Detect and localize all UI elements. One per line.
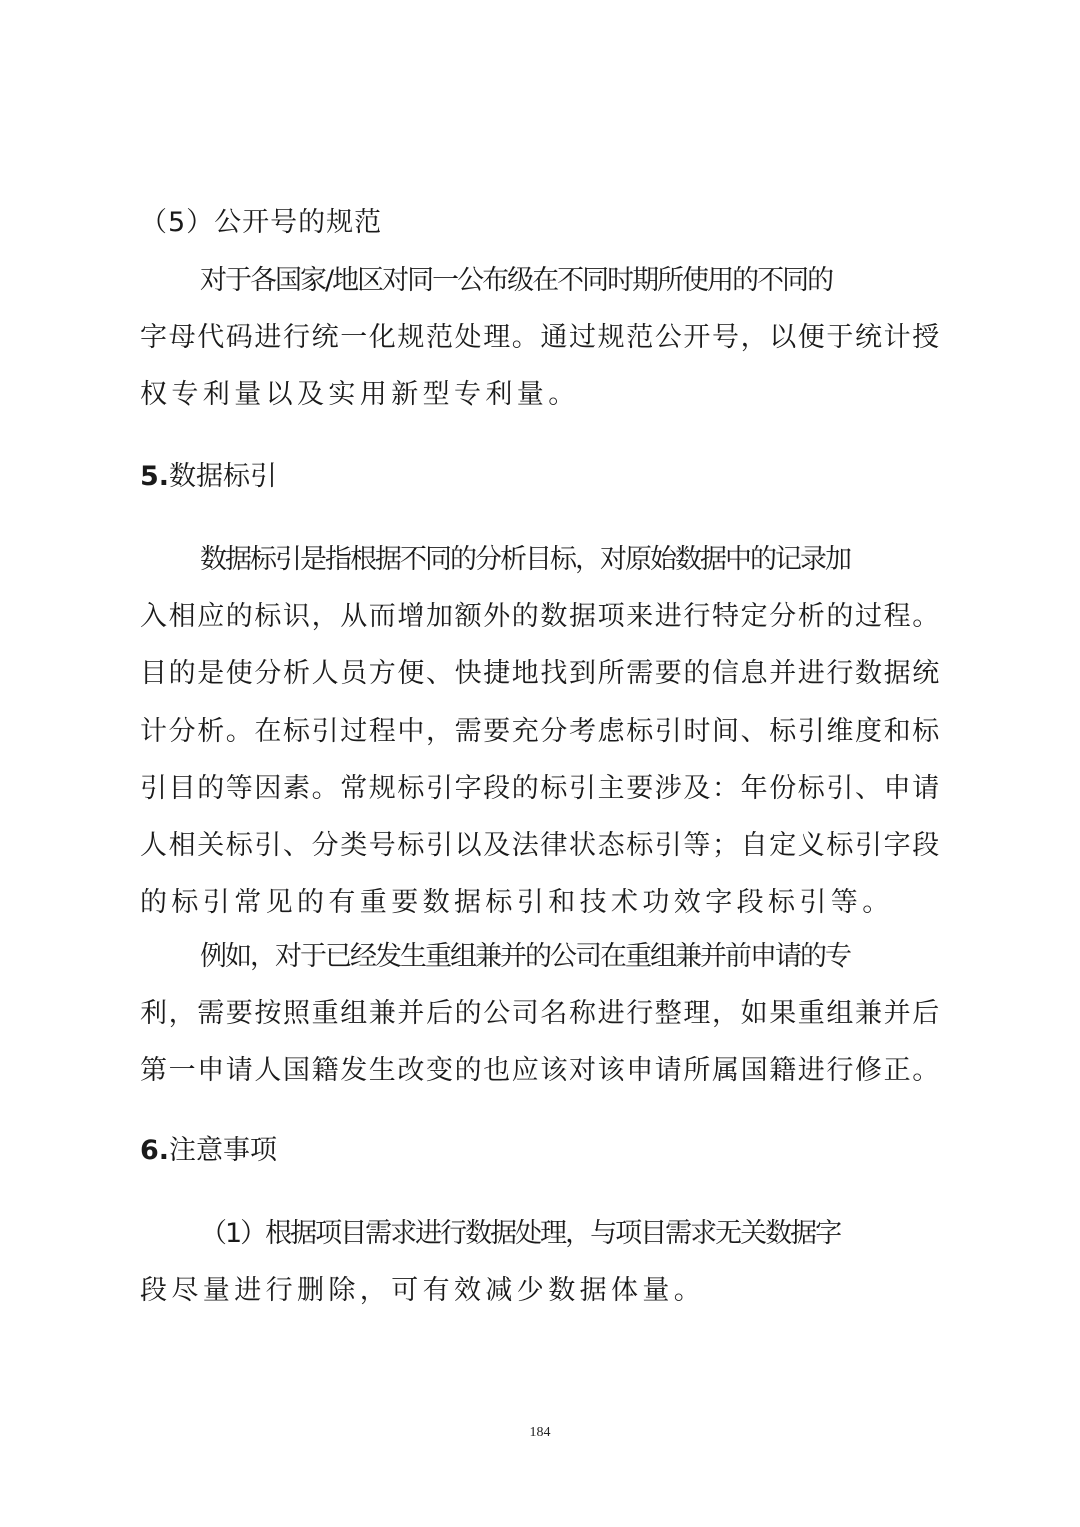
paragraph-line: 利，需要按照重组兼并后的公司名称进行整理，如果重组兼并后 [140,998,941,1030]
paragraph-note-1 [140,1205,945,1319]
paragraph-line: 目的是使分析人员方便、快捷地找到所需要的信息并进行数据统 [140,658,941,690]
paragraph-line: 权专利量以及实用新型专利量。 [140,379,580,411]
paragraph-line: 的标引常见的有重要数据标引和技术功效字段标引等。 [140,887,894,919]
section-number: 6. [140,1135,170,1166]
paragraph-public-number [140,252,945,424]
page-number: 184 [529,1425,551,1440]
sub-heading-public-number: （5）公开号的规范 [140,207,383,238]
paragraph-line: 字母代码进行统一化规范处理。通过规范公开号，以便于统计授 [140,322,941,354]
section-heading-notes [140,1128,277,1174]
paragraph-data-indexing [140,531,945,931]
paragraph-line: 引目的等因素。常规标引字段的标引主要涉及：年份标引、申请 [140,772,941,804]
paragraph-line: 第一申请人国籍发生改变的也应该对该申请所属国籍进行修正。 [140,1055,941,1087]
paragraph-line: 入相应的标识，从而增加额外的数据项来进行特定分析的过程。 [140,601,941,633]
paragraph-line: 人相关标引、分类号标引以及法律状态标引等；自定义标引字段 [140,830,941,862]
section-number: 5. [140,461,170,492]
paragraph-line: 对于各国家/地区对同一公布级在不同时期所使用的不同的 [200,265,833,296]
section-title: 注意事项 [169,1135,278,1166]
paragraph-line: 计分析。在标引过程中，需要充分考虑标引时间、标引维度和标 [140,715,941,747]
paragraph-line: 数据标引是指根据不同的分析目标，对原始数据中的记录加 [200,544,850,575]
paragraph-line: 段尽量进行删除，可有效减少数据体量。 [140,1275,706,1307]
section-heading-data-indexing [140,454,277,500]
paragraph-line: （1）根据项目需求进行数据处理，与项目需求无关数据字 [200,1218,841,1249]
paragraph-line: 例如，对于已经发生重组兼并的公司在重组兼并前申请的专 [200,941,850,972]
paragraph-example [140,928,945,1100]
section-title: 数据标引 [169,461,278,492]
